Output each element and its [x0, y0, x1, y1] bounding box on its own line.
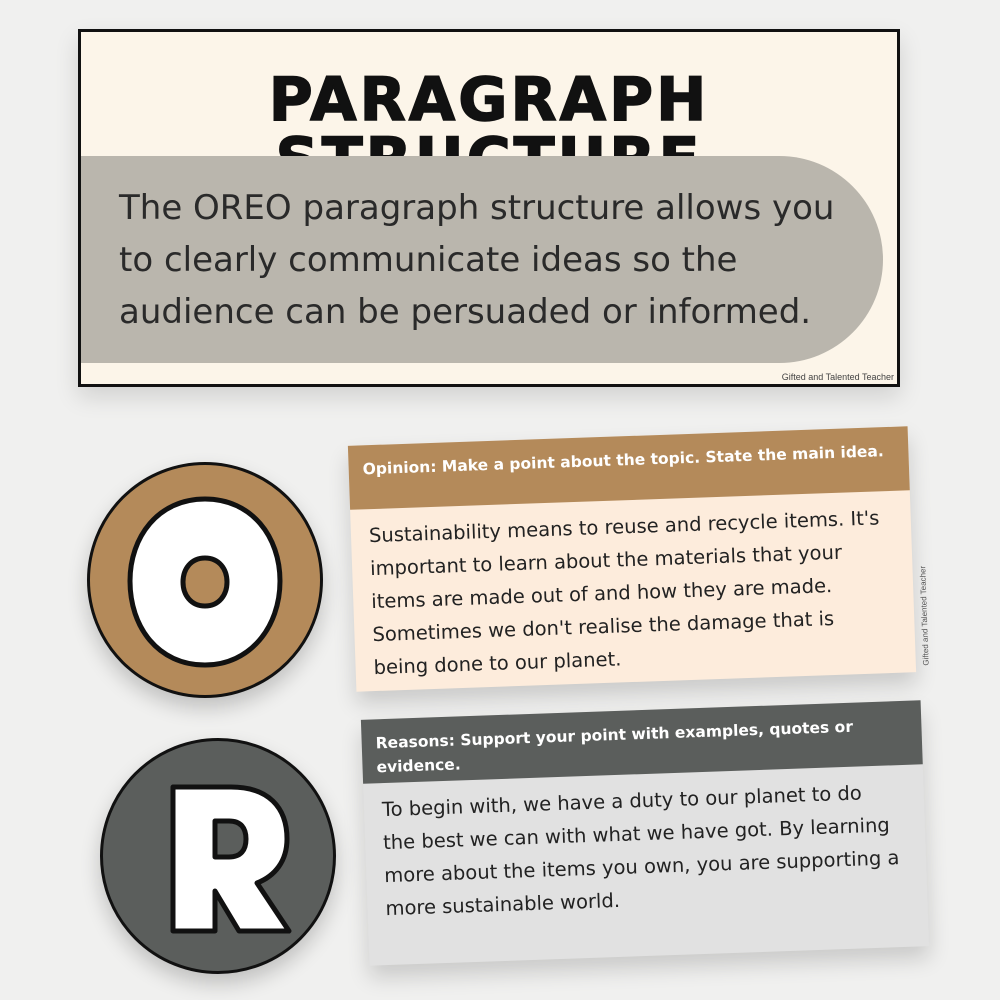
letter-r-badge: [100, 738, 336, 974]
poster-credit: Gifted and Talented Teacher: [781, 372, 894, 382]
letter-o-badge: [87, 462, 323, 698]
card-credit: Gifted and Talented Teacher: [918, 565, 931, 666]
poster-description: The OREO paragraph structure allows you to clearly communicate ideas so the audience can be persuaded or informed.: [119, 188, 835, 332]
letter-o-glyph: [90, 465, 320, 695]
letter-r-glyph: [103, 741, 333, 971]
poster-title: PARAGRAPH: [268, 65, 710, 135]
opinion-card: [348, 426, 931, 691]
reasons-card: [361, 700, 929, 965]
description-pill: [81, 156, 883, 363]
reasons-body: To begin with, we have a duty to our planet to do the best we can with what we have got. By learning more about the items you own, you are supporting a more sustainable world.: [381, 781, 900, 921]
reasons-heading: Reasons: Support your point with examples, quotes or evidence.: [361, 700, 923, 784]
opinion-body: Sustainability means to reuse and recycle items. It's important to learn about the materials that your items are made out of and how they are made. Sometimes we don't realise the damage that is being done to our planet.: [368, 506, 880, 680]
title-poster: [78, 29, 900, 387]
opinion-heading: Opinion: Make a point about the topic. State the main idea.: [348, 426, 910, 510]
